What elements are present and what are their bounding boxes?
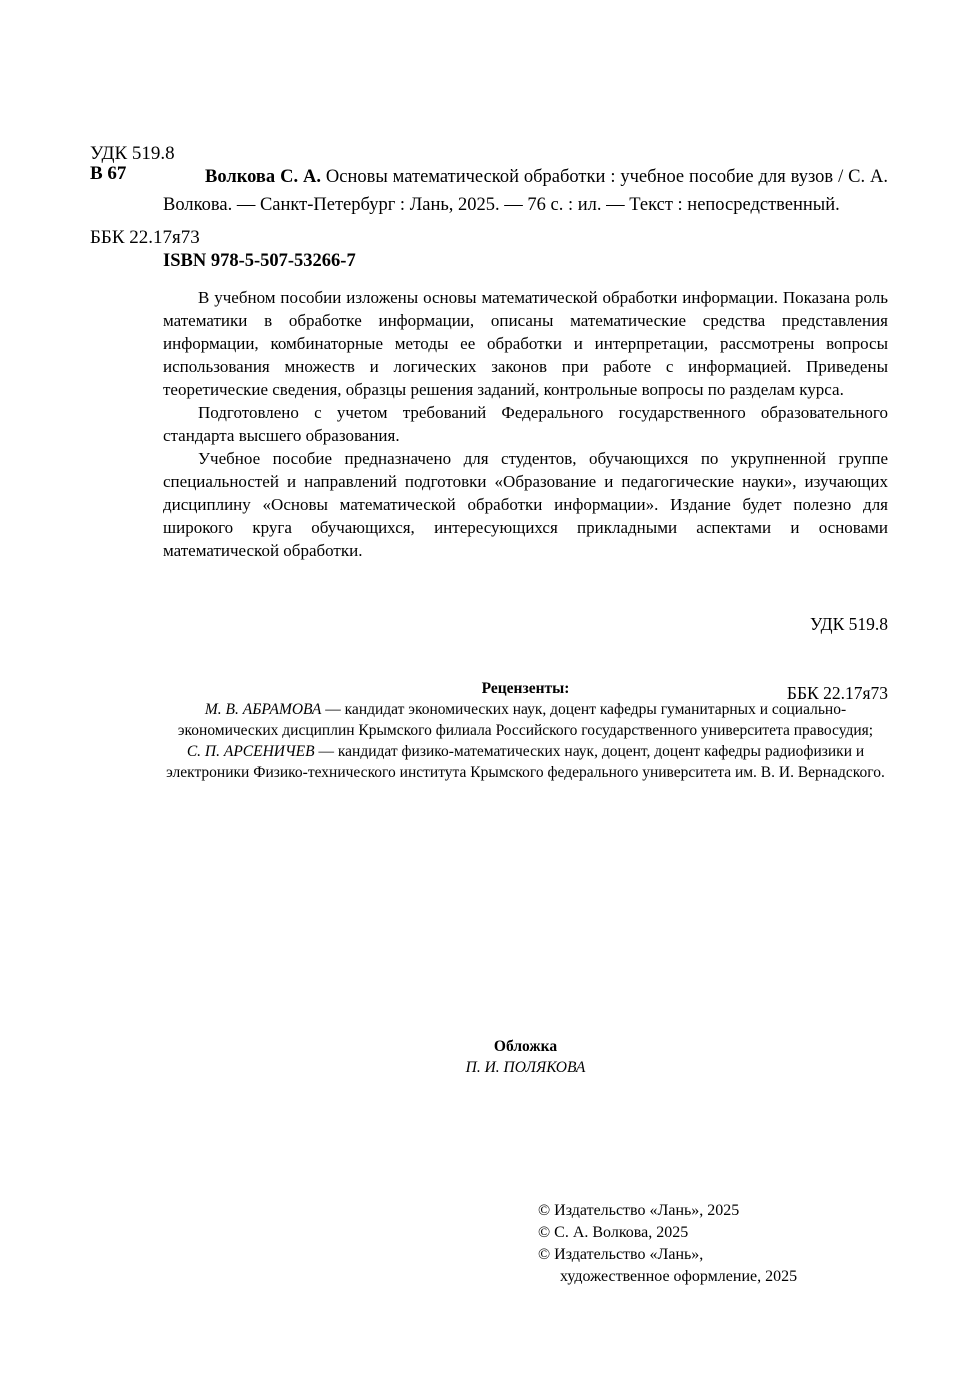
bbk-code-top: ББК 22.17я73 xyxy=(90,227,200,248)
bib-author-name: Волкова С. А. xyxy=(205,167,321,187)
reviewer-2-name: С. П. АРСЕНИЧЕВ xyxy=(186,743,315,760)
annotation-block xyxy=(163,286,888,562)
reviewer-1-description: — кандидат экономических наук, доцент кафедры гуманитарных и социально-экономических дисциплин Крымского филиала Российского государственного университета правосудия; xyxy=(177,701,874,739)
copyright-block xyxy=(538,1200,797,1288)
annotation-paragraph-2: Подготовлено с учетом требований Федерального государственного образовательного стандарта высшего образования. xyxy=(163,403,888,445)
cover-heading: Обложка xyxy=(493,1038,558,1055)
catalog-letter-code: В 67 xyxy=(90,163,127,184)
isbn-number: ISBN 978-5-507-53266-7 xyxy=(163,251,356,271)
copyright-line-design-continued: художественное оформление, 2025 xyxy=(560,1268,798,1285)
copyright-line-author: © С. А. Волкова, 2025 xyxy=(538,1224,689,1241)
cover-credit-block xyxy=(163,1036,888,1078)
reviewers-heading: Рецензенты: xyxy=(481,680,570,697)
bib-description: Основы математической обработки : учебное пособие для вузов / С. А. Волкова. — Санкт-Петербург : Лань, 2025. — 76 с. : ил. — Текст : непосредственный. xyxy=(163,167,888,215)
copyright-line-publisher: © Издательство «Лань», 2025 xyxy=(538,1202,740,1219)
copyright-line-publisher-design: © Издательство «Лань», xyxy=(538,1246,704,1263)
annotation-paragraph-1: В учебном пособии изложены основы математической обработки информации. Показана роль математики в обработке информации, описаны математические средства представления информации, комбинаторные методы ее обработки и интерпретации, рассмотрены вопросы использования множеств и логических законов при работе с информацией. Приведены теоретические сведения, образцы решения заданий, контрольные вопросы по разделам курса. xyxy=(163,288,888,399)
reviewer-1-name: М. В. АБРАМОВА xyxy=(204,701,322,718)
cover-designer-name: П. И. ПОЛЯКОВА xyxy=(465,1059,586,1076)
udk-code-top: УДК 519.8 xyxy=(90,143,175,164)
annotation-paragraph-3: Учебное пособие предназначено для студентов, обучающихся по укрупненной группе специальностей и направлений подготовки «Образование и педагогические науки», изучающих дисциплину «Основы математической обработки информации». Издание будет полезно для широкого круга обучающихся, интересующихся прикладными аспектами и основами математической обработки. xyxy=(163,449,888,560)
reviewers-block xyxy=(163,678,888,783)
reviewer-2-description: — кандидат физико-математических наук, доцент, доцент кафедры радиофизики и электроники Физико-технического института Крымского федерального университета им. В. И. Вернадского. xyxy=(166,743,885,781)
udk-code-bottom: УДК 519.8 xyxy=(810,614,888,634)
bibliographic-entry xyxy=(163,163,888,219)
bbk-code-bottom: ББК 22.17я73 xyxy=(786,683,888,703)
reviewers-text xyxy=(163,699,888,783)
